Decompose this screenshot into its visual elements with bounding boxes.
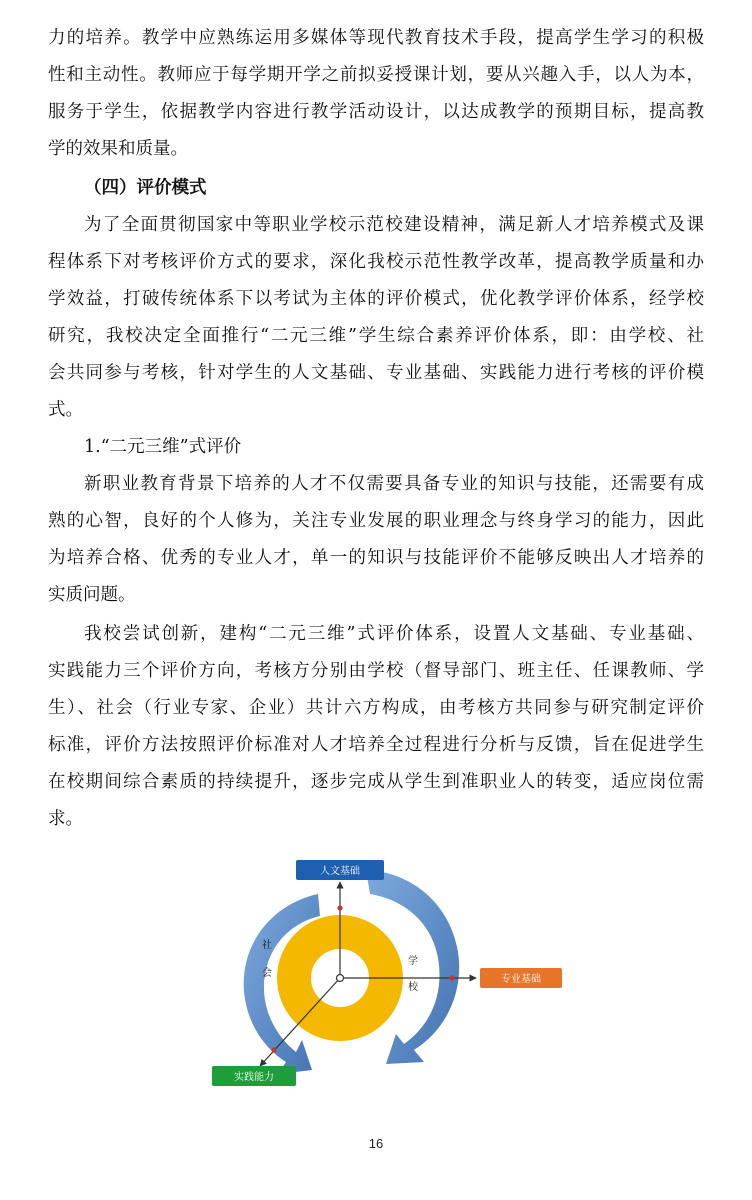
right-label-char: 学 [408,956,418,967]
paragraph-line: 熟的心智，良好的个人修为，关注专业发展的职业理念与终身学习的能力，因此 [48,511,704,531]
bottom-box-label: 实践能力 [234,1072,274,1083]
right-box-label: 专业基础 [501,974,541,985]
left-label-char: 会 [262,968,272,979]
paragraph-line: 式。 [48,400,83,420]
paragraph-line: 学的效果和质量。 [48,139,188,159]
page-number: 16 [368,1136,384,1151]
paragraph-line: 生）、社会（行业专家、企业）共计六方构成，由考核方共同参与研究制定评价 [48,698,704,718]
paragraph-line: 新职业教育背景下培养的人才不仅需要具备专业的知识与技能，还需要有成 [84,474,704,494]
paragraph-line: 力的培养。教学中应熟练运用多媒体等现代教育技术手段，提高学生学习的积极 [48,28,704,48]
right-label-char: 校 [408,982,418,993]
top-box-label: 人文基础 [320,866,360,877]
paragraph-line: 在校期间综合素质的持续提升，逐步完成从学生到准职业人的转变，适应岗位需 [48,772,704,792]
left-label-char: 社 [262,940,272,951]
subsection-heading: 1.“二元三维”式评价 [84,437,242,457]
paragraph-line: 研究，我校决定全面推行“二元三维”学生综合素养评价体系，即：由学校、社 [48,326,704,346]
bottom-box [212,1066,296,1086]
paragraph-line: 我校尝试创新，建构“二元三维”式评价体系，设置人文基础、专业基础、 [84,624,704,644]
paragraph-line: 求。 [48,809,83,829]
paragraph-line: 实质问题。 [48,585,136,605]
origin-dot [337,975,344,982]
paragraph-line: 实践能力三个评价方向，考核方分别由学校（督导部门、班主任、任课教师、学 [48,661,704,681]
evaluation-diagram [200,852,580,1092]
marker-dot [271,1047,276,1052]
marker-dot [449,975,454,980]
paragraph-line: 程体系下对考核评价方式的要求，深化我校示范性教学改革，提高教学质量和办 [48,252,704,272]
right-box [480,968,562,988]
paragraph-line: 为了全面贯彻国家中等职业学校示范校建设精神，满足新人才培养模式及课 [84,215,704,235]
section-heading: （四）评价模式 [84,178,207,198]
paragraph-line: 为培养合格、优秀的专业人才，单一的知识与技能评价不能够反映出人才培养的 [48,548,704,568]
paragraph-line: 服务于学生，依据教学内容进行教学活动设计，以达成教学的预期目标，提高教 [48,102,704,122]
paragraph-line: 会共同参与考核，针对学生的人文基础、专业基础、实践能力进行考核的评价模 [48,363,704,383]
top-box [296,860,384,880]
paragraph-line: 性和主动性。教师应于每学期开学之前拟妥授课计划，要从兴趣入手，以人为本， [48,65,704,85]
paragraph-line: 学效益，打破传统体系下以考试为主体的评价模式，优化教学评价体系，经学校 [48,289,704,309]
paragraph-line: 标准，评价方法按照评价标准对人才培养全过程进行分析与反馈，旨在促进学生 [48,735,704,755]
marker-dot [337,905,342,910]
